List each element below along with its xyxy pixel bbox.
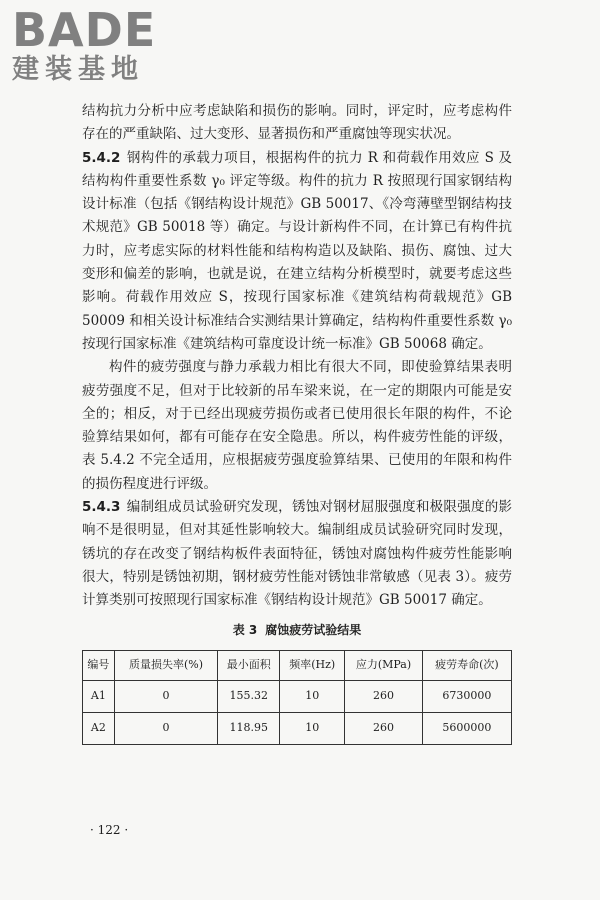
table-cell: A2 — [83, 712, 115, 744]
page-number: · 122 · — [90, 823, 129, 837]
table-label: 表 3 — [232, 622, 258, 637]
paragraph-fatigue: 构件的疲劳强度与静力承载力相比有很大不同，即使验算结果表明疲劳强度不足，但对于比较新的吊车梁来说，在一定的期限内可能是安全的；相反，对于已经出现疲劳损伤或者已使用很长年限的构件，不论验算结果如何，都有可能存在安全隐患。所以，构件疲劳性能的评级，表 5.4.2 不完全适用，应根据疲劳强度验算结果、已使用的年限和构件的损伤程度进行评级。 — [82, 359, 512, 492]
clause-text: 钢构件的承载力项目，根据构件的抗力 R 和荷载作用效应 S 及结构构件重要性系数 γ₀ 评定等级。构件的抗力 R 按照现行国家钢结构设计标准（包括《钢结构设计规范》GB 50017、《冷弯薄壁型钢结构技术规范》GB 50018 等）确定。与设计新构件不同，在计算已有构件抗力时，应考虑实际的材料性能和结构构造以及缺陷、损伤、腐蚀、过大变形和偏差的影响，也就是说，在建立结构分析模型时，就要考虑这些影响。荷载作用效应 S，按现行国家标准《建筑结构荷载规范》GB 50009 和相关设计标准结合实测结果计算确定，结构构件重要性系数 γ₀ 按现行国家标准《建筑结构可靠度设计统一标准》GB 50068 确定。 — [82, 149, 512, 352]
clause-5-4-3 — [82, 496, 512, 612]
table-cell: 0 — [114, 680, 218, 712]
table-cell: 0 — [114, 712, 218, 744]
table-caption — [82, 619, 512, 642]
header-cell: 最小面积 — [218, 650, 280, 680]
header-cell: 编号 — [83, 650, 115, 680]
table-cell: 260 — [345, 680, 423, 712]
table-cell: 10 — [280, 712, 345, 744]
header-cell: 疲劳寿命(次) — [422, 650, 511, 680]
table-cell: 6730000 — [422, 680, 511, 712]
table-cell: 118.95 — [218, 712, 280, 744]
paragraph-continued: 结构抗力分析中应考虑缺陷和损伤的影响。同时，评定时，应考虑构件存在的严重缺陷、过大变形、显著损伤和严重腐蚀等现实状况。 — [82, 103, 512, 143]
fatigue-results-table — [82, 650, 512, 745]
page-body — [82, 100, 512, 745]
clause-text: 编制组成员试验研究发现，锈蚀对钢材屈服强度和极限强度的影响不是很明显，但对其延性影响较大。编制组成员试验研究同时发现，锈坑的存在改变了钢结构板件表面特征，锈蚀对腐蚀构件疲劳性能影响很大，特别是锈蚀初期，钢材疲劳性能对锈蚀非常敏感（见表 3）。疲劳计算类别可按照现行国家标准《钢结构设计规范》GB 50017 确定。 — [82, 499, 512, 609]
header-cell: 频率(Hz) — [280, 650, 345, 680]
table-cell: 10 — [280, 680, 345, 712]
logo-subtitle: 建装基地 — [12, 54, 144, 85]
table-cell: A1 — [83, 680, 115, 712]
table-row — [83, 712, 512, 744]
table-cell: 155.32 — [218, 680, 280, 712]
clause-number: 5.4.3 — [82, 499, 121, 516]
table-title: 腐蚀疲劳试验结果 — [265, 622, 362, 637]
logo-brand: BADE — [12, 3, 157, 57]
clause-5-4-2 — [82, 147, 512, 357]
table-cell: 260 — [345, 712, 423, 744]
header-cell: 应力(MPa) — [345, 650, 423, 680]
table-cell: 5600000 — [422, 712, 511, 744]
table-row — [83, 680, 512, 712]
table-header-row — [83, 650, 512, 680]
clause-number: 5.4.2 — [82, 149, 121, 166]
header-cell: 质量损失率(%) — [114, 650, 218, 680]
bade-logo — [12, 3, 182, 86]
